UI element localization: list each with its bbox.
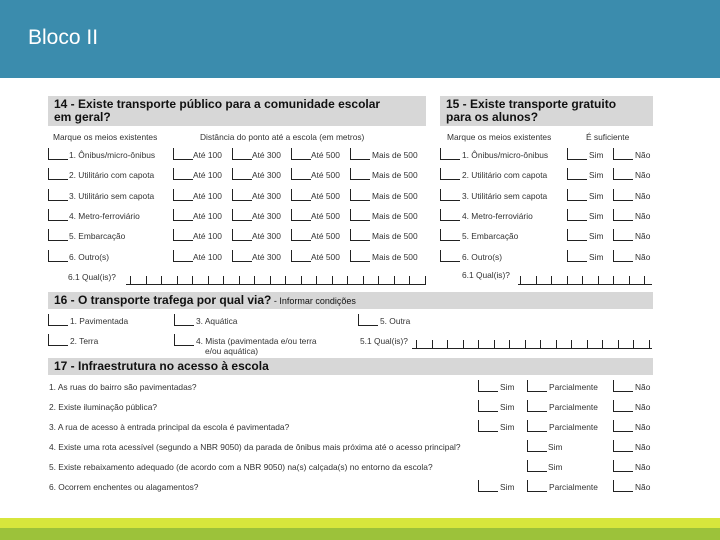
q16-opt4-line2: e/ou aquática): [205, 346, 259, 356]
q17-yes-checkbox[interactable]: [478, 380, 498, 392]
comb-tick: [332, 276, 333, 284]
q16-opt1: 1. Pavimentada: [70, 316, 129, 326]
q14-distance-label: Mais de 500: [372, 210, 418, 221]
comb-tick: [363, 276, 364, 284]
comb-tick: [347, 276, 348, 284]
q17-no-label: Não: [635, 462, 651, 472]
comb-tick: [587, 340, 588, 348]
q14-distance-label: Até 100: [193, 251, 222, 262]
comb-tick: [582, 276, 583, 284]
comb-tick: [649, 340, 650, 348]
q17-no-checkbox[interactable]: [613, 480, 633, 492]
q14-title-line2: em geral?: [54, 110, 111, 124]
q14-header: [48, 96, 426, 126]
q14-distance-checkbox[interactable]: [173, 168, 193, 180]
comb-tick: [161, 276, 162, 284]
q17-header: [48, 358, 653, 375]
q14-row-checkbox[interactable]: [48, 250, 68, 262]
q17-partial-checkbox[interactable]: [527, 480, 547, 492]
comb-tick: [551, 276, 552, 284]
q14-row-checkbox[interactable]: [48, 189, 68, 201]
q15-yes-label: Sim: [589, 231, 604, 242]
comb-tick: [239, 276, 240, 284]
comb-tick: [301, 276, 302, 284]
q16-opt1-checkbox[interactable]: [48, 314, 68, 326]
q17-no-label: Não: [635, 402, 651, 412]
q15-yes-label: Sim: [589, 170, 604, 181]
q14-row-label: 2. Utilitário com capota: [69, 170, 155, 181]
q14-distance-label: Até 500: [311, 251, 340, 262]
comb-tick: [223, 276, 224, 284]
q16-opt4-checkbox[interactable]: [174, 334, 194, 346]
q14-distance-label: Até 300: [252, 210, 281, 221]
q14-distance-checkbox[interactable]: [291, 168, 311, 180]
comb-tick: [644, 276, 645, 284]
q15-row-label: 5. Embarcação: [462, 231, 519, 242]
q14-distance-label: Mais de 500: [372, 190, 418, 201]
q14-distance-checkbox[interactable]: [173, 189, 193, 201]
q15-no-label: Não: [635, 190, 651, 201]
comb-tick: [192, 276, 193, 284]
comb-tick: [378, 276, 379, 284]
q14-distance-label: Até 100: [193, 170, 222, 181]
q14-distance-checkbox[interactable]: [291, 148, 311, 160]
q14-row-label: 6. Outro(s): [69, 251, 110, 262]
q14-distance-checkbox[interactable]: [291, 250, 311, 262]
q15-no-checkbox[interactable]: [613, 209, 633, 221]
q17-yes-checkbox[interactable]: [478, 480, 498, 492]
q14-distance-label: Mais de 500: [372, 251, 418, 262]
q14-distance-label: Até 500: [311, 170, 340, 181]
comb-tick: [520, 276, 521, 284]
comb-tick: [629, 276, 630, 284]
q16-opt2-checkbox[interactable]: [48, 334, 68, 346]
q15-col-means: Marque os meios existentes: [447, 132, 552, 142]
comb-tick: [285, 276, 286, 284]
q14-distance-checkbox[interactable]: [350, 168, 370, 180]
q14-distance-checkbox[interactable]: [291, 229, 311, 241]
q14-distance-checkbox[interactable]: [173, 209, 193, 221]
q14-distance-checkbox[interactable]: [291, 209, 311, 221]
q17-yes-label: Sim: [548, 462, 563, 472]
q14-distance-label: Até 100: [193, 210, 222, 221]
q16-opt3-checkbox[interactable]: [174, 314, 194, 326]
comb-tick: [463, 340, 464, 348]
q14-distance-label: Até 500: [311, 231, 340, 242]
q17-question: 4. Existe uma rota acessível (segundo a NBR 9050) da parada de ônibus mais próxima até o acesso principal?: [49, 442, 461, 452]
q15-yes-checkbox[interactable]: [567, 189, 587, 201]
q15-row-checkbox[interactable]: [440, 250, 460, 262]
q17-no-label: Não: [635, 482, 651, 492]
q14-distance-label: Mais de 500: [372, 170, 418, 181]
q17-question: 2. Existe iluminação pública?: [49, 402, 158, 412]
q14-other-label: 6.1 Qual(is)?: [68, 272, 116, 282]
q15-yes-label: Sim: [589, 190, 604, 201]
q14-col-means: Marque os meios existentes: [53, 132, 158, 142]
q17-question: 5. Existe rebaixamento adequado (de acordo com a NBR 9050) na(s) calçada(s) no entorno da escola?: [49, 462, 433, 472]
q15-no-label: Não: [635, 210, 651, 221]
q16-other-field[interactable]: [412, 348, 652, 349]
q14-distance-checkbox[interactable]: [350, 189, 370, 201]
q17-title: 17 - Infraestrutura no acesso à escola: [54, 359, 269, 373]
q16-opt51: 5.1 Qual(is)?: [360, 336, 408, 346]
comb-tick: [254, 276, 255, 284]
q15-row-checkbox[interactable]: [440, 209, 460, 221]
q17-question: 1. As ruas do bairro são pavimentadas?: [49, 382, 197, 392]
q15-yes-label: Sim: [589, 251, 604, 262]
q14-title-line1: 14 - Existe transporte público para a comunidade escolar: [54, 97, 381, 111]
comb-tick: [394, 276, 395, 284]
q16-subtitle: - Informar condições: [271, 296, 356, 306]
q14-distance-label: Até 300: [252, 170, 281, 181]
q17-partial-label: Parcialmente: [549, 382, 598, 392]
q14-row-checkbox[interactable]: [48, 229, 68, 241]
q17-yes-label: Sim: [500, 422, 515, 432]
comb-tick: [416, 340, 417, 348]
q15-other-field[interactable]: [518, 284, 652, 285]
q17-partial-checkbox[interactable]: [527, 460, 547, 472]
q17-no-label: Não: [635, 422, 651, 432]
q14-other-field[interactable]: [126, 284, 426, 285]
q14-distance-label: Até 300: [252, 190, 281, 201]
q15-yes-checkbox[interactable]: [567, 250, 587, 262]
q17-partial-checkbox[interactable]: [527, 380, 547, 392]
q16-opt3: 3. Aquática: [196, 316, 238, 326]
q16-opt5: 5. Outra: [380, 316, 411, 326]
comb-tick: [536, 276, 537, 284]
q15-col-enough: É suficiente: [586, 132, 630, 142]
q17-no-checkbox[interactable]: [613, 380, 633, 392]
q16-title: 16 - O transporte trafega por qual via?: [54, 293, 272, 307]
q17-no-label: Não: [635, 382, 651, 392]
q15-no-checkbox[interactable]: [613, 189, 633, 201]
q16-opt5-checkbox[interactable]: [358, 314, 378, 326]
comb-tick: [447, 340, 448, 348]
q14-distance-label: Até 500: [311, 150, 340, 160]
comb-tick: [409, 276, 410, 284]
q14-distance-label: Até 500: [311, 210, 340, 221]
q15-no-label: Não: [635, 231, 651, 242]
comb-tick: [567, 276, 568, 284]
q17-partial-checkbox[interactable]: [527, 420, 547, 432]
q14-row-label: 5. Embarcação: [69, 231, 126, 242]
q14-row-label: 3. Utilitário sem capota: [69, 190, 155, 201]
comb-tick: [618, 340, 619, 348]
q14-distance-checkbox[interactable]: [232, 189, 252, 201]
q17-yes-checkbox[interactable]: [478, 420, 498, 432]
comb-tick: [598, 276, 599, 284]
footer-bar-green: [0, 528, 720, 540]
q14-distance-checkbox[interactable]: [173, 250, 193, 262]
q14-distance-label: Até 100: [193, 231, 222, 242]
q15-no-checkbox[interactable]: [613, 229, 633, 241]
q17-no-checkbox[interactable]: [613, 400, 633, 412]
q17-yes-checkbox[interactable]: [478, 400, 498, 412]
q15-yes-checkbox[interactable]: [567, 168, 587, 180]
q15-no-checkbox[interactable]: [613, 168, 633, 180]
q17-yes-label: Sim: [500, 482, 515, 492]
q17-yes-label: Sim: [500, 382, 515, 392]
q17-partial-label: Parcialmente: [549, 422, 598, 432]
footer-bar-yellow: [0, 518, 720, 528]
q14-distance-label: Mais de 500: [372, 150, 418, 160]
q14-distance-label: Até 300: [252, 150, 281, 160]
comb-tick: [130, 276, 131, 284]
comb-tick: [316, 276, 317, 284]
q17-no-checkbox[interactable]: [613, 420, 633, 432]
q15-row-label: 6. Outro(s): [462, 251, 503, 262]
q17-no-checkbox[interactable]: [613, 460, 633, 472]
q14-distance-checkbox[interactable]: [173, 229, 193, 241]
q14-distance-label: Até 300: [252, 231, 281, 242]
q14-row-label: 1. Ônibus/micro-ônibus: [69, 150, 156, 160]
q15-no-label: Não: [635, 170, 651, 181]
q17-question: 3. A rua de acesso à entrada principal da escola é pavimentada?: [49, 422, 290, 432]
q15-no-checkbox[interactable]: [613, 250, 633, 262]
comb-tick: [613, 276, 614, 284]
q17-no-checkbox[interactable]: [613, 440, 633, 452]
comb-tick: [208, 276, 209, 284]
comb-tick: [633, 340, 634, 348]
comb-tick: [602, 340, 603, 348]
q14-row-checkbox[interactable]: [48, 168, 68, 180]
q17-yes-label: Sim: [500, 402, 515, 412]
q17-no-label: Não: [635, 442, 651, 452]
q14-distance-label: Até 300: [252, 251, 281, 262]
comb-tick: [432, 340, 433, 348]
q14-distance-checkbox[interactable]: [350, 148, 370, 160]
q17-partial-checkbox[interactable]: [527, 400, 547, 412]
q16-header: [48, 292, 653, 309]
q16-opt2: 2. Terra: [70, 336, 99, 346]
q17-question: 6. Ocorrem enchentes ou alagamentos?: [49, 482, 199, 492]
q14-distance-checkbox[interactable]: [232, 148, 252, 160]
comb-tick: [509, 340, 510, 348]
q15-row-checkbox[interactable]: [440, 189, 460, 201]
q15-row-checkbox[interactable]: [440, 229, 460, 241]
q15-title-line2: para os alunos?: [446, 110, 539, 124]
q17-partial-checkbox[interactable]: [527, 440, 547, 452]
q15-yes-label: Sim: [589, 210, 604, 221]
q15-yes-checkbox[interactable]: [567, 209, 587, 221]
comb-tick: [571, 340, 572, 348]
comb-tick: [525, 340, 526, 348]
q14-distance-label: Até 100: [193, 190, 222, 201]
comb-tick: [270, 276, 271, 284]
q15-row-label: 4. Metro-ferroviário: [462, 210, 533, 221]
comb-tick: [540, 340, 541, 348]
q17-partial-label: Parcialmente: [549, 402, 598, 412]
q15-row-checkbox[interactable]: [440, 168, 460, 180]
comb-tick: [177, 276, 178, 284]
q15-header: [440, 96, 653, 126]
q15-no-label: Não: [635, 150, 651, 160]
q14-distance-checkbox[interactable]: [232, 209, 252, 221]
comb-tick: [425, 276, 426, 284]
comb-tick: [556, 340, 557, 348]
q14-row-checkbox[interactable]: [48, 148, 68, 160]
q14-distance-checkbox[interactable]: [232, 229, 252, 241]
q14-distance-checkbox[interactable]: [232, 168, 252, 180]
q15-yes-label: Sim: [589, 150, 604, 160]
comb-tick: [494, 340, 495, 348]
q15-row-label: 2. Utilitário com capota: [462, 170, 548, 181]
q14-col-distance: Distância do ponto até a escola (em metros): [200, 132, 365, 142]
q14-distance-checkbox[interactable]: [232, 250, 252, 262]
q14-row-checkbox[interactable]: [48, 209, 68, 221]
q15-row-checkbox[interactable]: [440, 148, 460, 160]
q15-row-label: 1. Ônibus/micro-ônibus: [462, 150, 549, 160]
q14-distance-checkbox[interactable]: [350, 250, 370, 262]
q14-distance-checkbox[interactable]: [291, 189, 311, 201]
q14-distance-label: Até 100: [193, 150, 222, 160]
q14-distance-checkbox[interactable]: [173, 148, 193, 160]
q14-distance-label: Até 500: [311, 190, 340, 201]
q14-distance-checkbox[interactable]: [350, 209, 370, 221]
comb-tick: [146, 276, 147, 284]
q16-opt4-line1: 4. Mista (pavimentada e/ou terra: [196, 336, 317, 346]
q14-distance-checkbox[interactable]: [350, 229, 370, 241]
q15-yes-checkbox[interactable]: [567, 229, 587, 241]
q15-no-checkbox[interactable]: [613, 148, 633, 160]
comb-tick: [478, 340, 479, 348]
q17-partial-label: Parcialmente: [549, 482, 598, 492]
slide-title: Bloco II: [28, 26, 99, 49]
q14-row-label: 4. Metro-ferroviário: [69, 210, 140, 221]
q15-no-label: Não: [635, 251, 651, 262]
q14-distance-label: Mais de 500: [372, 231, 418, 242]
q15-row-label: 3. Utilitário sem capota: [462, 190, 548, 201]
q17-yes-label: Sim: [548, 442, 563, 452]
q15-yes-checkbox[interactable]: [567, 148, 587, 160]
q15-title-line1: 15 - Existe transporte gratuito: [446, 97, 617, 111]
q15-other-label: 6.1 Qual(is)?: [462, 270, 510, 280]
